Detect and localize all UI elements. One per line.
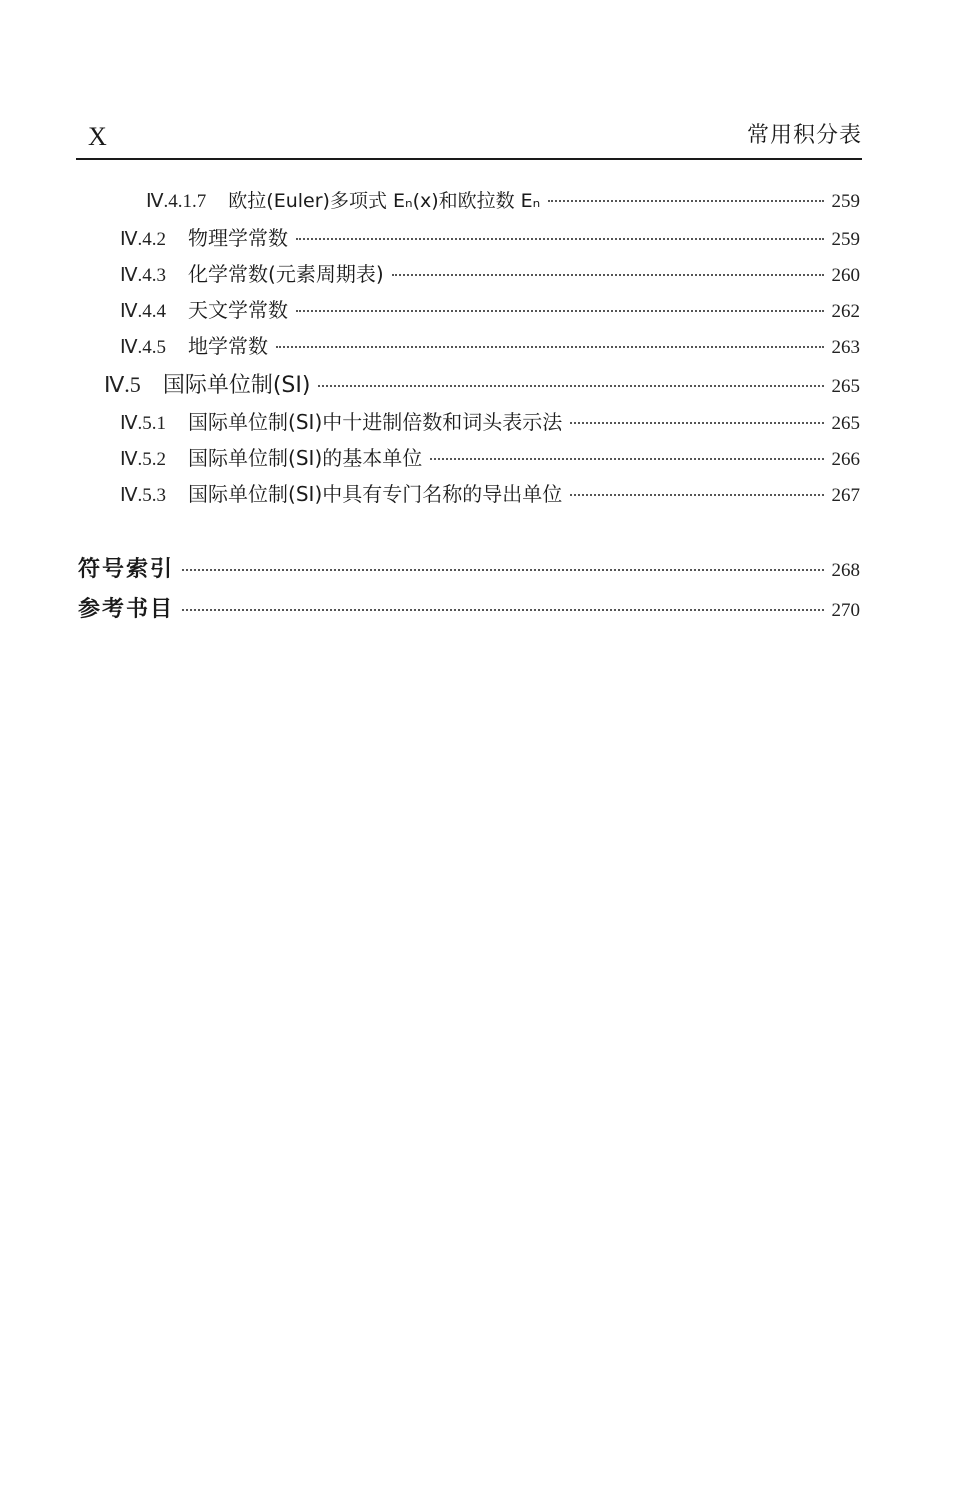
toc-entry[interactable]: [104, 368, 860, 399]
toc-entry[interactable]: [120, 294, 860, 323]
toc-entry[interactable]: [78, 552, 860, 583]
toc-page: 267: [831, 485, 860, 506]
toc-number: Ⅳ.4.2: [120, 229, 167, 250]
page-header: [76, 112, 862, 160]
toc-entry[interactable]: [120, 222, 860, 251]
dot-leader: [318, 385, 823, 387]
toc-entry[interactable]: [146, 186, 860, 213]
toc-page: 262: [831, 301, 860, 322]
toc-title: 国际单位制(SI)中具有专门名称的导出单位: [188, 482, 563, 506]
toc-page: 259: [831, 191, 860, 212]
toc-number: Ⅳ.4.1.7: [146, 191, 207, 212]
dot-leader: [296, 310, 823, 312]
dot-leader: [182, 609, 823, 611]
toc-entry[interactable]: [120, 330, 860, 359]
toc-entry[interactable]: [120, 406, 860, 435]
toc-number: Ⅳ.4.4: [120, 301, 167, 322]
toc-number: Ⅳ.5: [104, 372, 141, 397]
dot-leader: [570, 422, 823, 424]
toc-page: 268: [831, 560, 860, 581]
dot-leader: [392, 274, 824, 276]
toc-number: Ⅳ.5.3: [120, 485, 167, 506]
toc-number: Ⅳ.5.1: [120, 413, 167, 434]
toc-page: 270: [831, 600, 860, 621]
toc-title: 欧拉(Euler)多项式 Eₙ(x)和欧拉数 Eₙ: [228, 190, 541, 212]
toc-title: 地学常数: [188, 334, 269, 358]
toc-page: 263: [831, 337, 860, 358]
dot-leader: [430, 458, 823, 460]
toc-number: Ⅳ.4.3: [120, 265, 167, 286]
toc-page: 265: [831, 376, 860, 397]
toc-number: Ⅳ.5.2: [120, 449, 167, 470]
toc-number: Ⅳ.4.5: [120, 337, 167, 358]
dot-leader: [182, 569, 823, 571]
toc-title: 参考书目: [78, 597, 175, 622]
toc-entry[interactable]: [120, 478, 860, 507]
dot-leader: [548, 200, 823, 202]
page-number: X: [88, 122, 107, 151]
toc-entry[interactable]: [120, 442, 860, 471]
toc-page: 265: [831, 413, 860, 434]
toc-title: 符号索引: [78, 557, 175, 582]
toc-title: 化学常数(元素周期表): [188, 262, 384, 286]
toc-entry[interactable]: [120, 258, 860, 287]
dot-leader: [296, 238, 823, 240]
toc-page: 260: [831, 265, 860, 286]
toc-title: 国际单位制(SI): [162, 373, 311, 398]
running-title: 常用积分表: [746, 123, 862, 148]
toc-title: 天文学常数: [188, 298, 289, 322]
toc-entry[interactable]: [78, 592, 860, 623]
dot-leader: [276, 346, 823, 348]
dot-leader: [570, 494, 823, 496]
toc-title: 物理学常数: [188, 226, 289, 250]
toc-title: 国际单位制(SI)中十进制倍数和词头表示法: [188, 410, 563, 434]
toc-page: 266: [831, 449, 860, 470]
toc-title: 国际单位制(SI)的基本单位: [188, 446, 423, 470]
toc-page: 259: [831, 229, 860, 250]
